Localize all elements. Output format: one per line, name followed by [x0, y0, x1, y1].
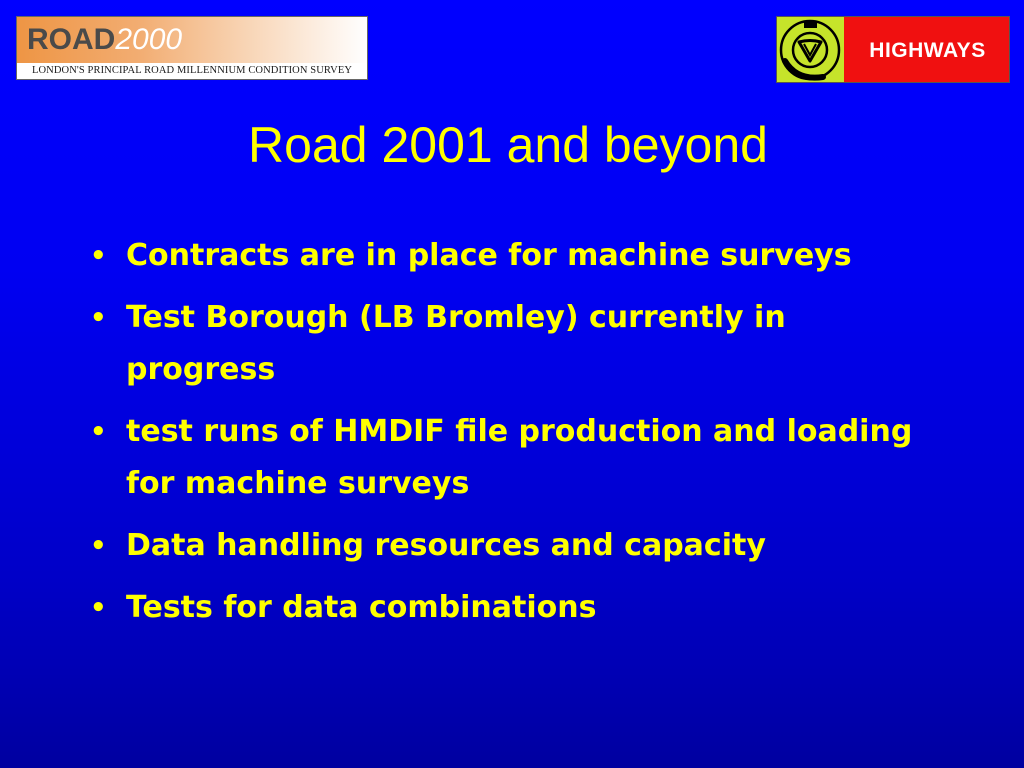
- slide-title: Road 2001 and beyond: [248, 117, 768, 173]
- bullet-item: [88, 520, 938, 572]
- bullet-item: [88, 582, 938, 634]
- road2000-wordmark: [27, 23, 182, 57]
- bullet-dot-icon: •: [90, 531, 107, 561]
- bullet-item: [88, 406, 938, 510]
- bullet-dot-icon: •: [90, 241, 107, 271]
- bullet-text: Contracts are in place for machine surveys: [126, 238, 852, 273]
- bullet-text: Tests for data combinations: [126, 590, 597, 625]
- highways-logo: [776, 16, 1010, 83]
- bullet-item: [88, 292, 938, 396]
- highways-label: HIGHWAYS: [869, 38, 986, 62]
- bullet-text: test runs of HMDIF file production and loading for machine surveys: [126, 414, 913, 501]
- bsi-seal-graphic: [777, 17, 844, 83]
- road2000-logo: [16, 16, 368, 80]
- bsi-registered-seal-icon: [777, 17, 844, 83]
- bullet-dot-icon: •: [90, 303, 107, 333]
- bullet-item: [88, 230, 938, 282]
- bullet-list: [88, 230, 938, 644]
- road2000-subtitle: LONDON'S PRINCIPAL ROAD MILLENNIUM CONDITION SURVEY: [31, 65, 353, 76]
- bullet-text: Data handling resources and capacity: [126, 528, 766, 563]
- road2000-word-road: ROAD: [27, 23, 116, 56]
- bullet-dot-icon: •: [90, 417, 107, 447]
- road2000-word-year: 2000: [115, 23, 183, 56]
- bullet-dot-icon: •: [90, 593, 107, 623]
- highways-label-panel: [844, 17, 1010, 83]
- bullet-text: Test Borough (LB Bromley) currently in progress: [126, 300, 786, 387]
